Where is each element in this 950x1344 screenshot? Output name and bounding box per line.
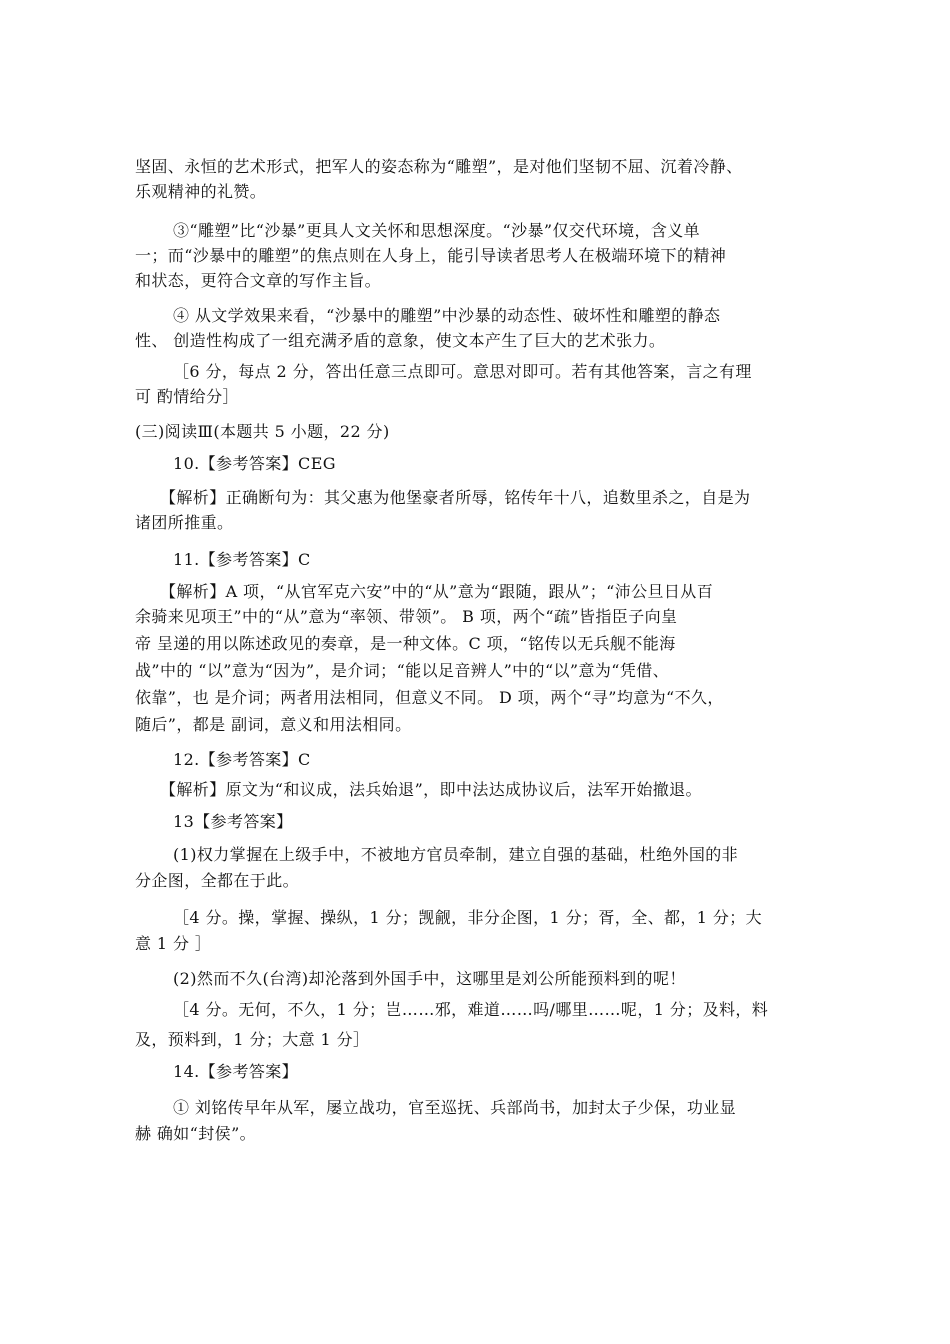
text-line: ③“雕塑”比“沙暴”更具人文关怀和思想深度。“沙暴”仅交代环境，含义单 <box>173 221 701 240</box>
text-line: ［4 分。无何，不久，1 分；岂……邪，难道……吗/哪里……呢，1 分；及料，料 <box>173 1000 769 1019</box>
text-line: 和状态，更符合文章的写作主旨。 <box>135 271 382 290</box>
text-line: 【解析】原文为“和议成，法兵始退”，即中法达成协议后，法军开始撤退。 <box>160 780 702 799</box>
text-line: 赫 确如“封侯”。 <box>135 1124 257 1143</box>
text-line: 帝 呈递的用以陈述政见的奏章，是一种文体。C 项，“铭传以无兵舰不能海 <box>135 634 676 653</box>
text-line: 战”中的 “以”意为“因为”，是介词；“能以足音辨人”中的“以”意为“凭借、 <box>135 661 670 680</box>
text-line: 诸团所推重。 <box>135 513 234 532</box>
text-line: ［6 分，每点 2 分，答出任意三点即可。意思对即可。若有其他答案，言之有理 <box>173 362 752 381</box>
text-line: 性、 创造性构成了一组充满矛盾的意象，使文本产生了巨大的艺术张力。 <box>135 331 666 350</box>
text-line: 余骑来见项王”中的“从”意为“率领、带领”。 B 项，两个“疏”皆指臣子向皇 <box>135 607 678 626</box>
text-line: ［4 分。操，掌握、操纵，1 分；觊觎，非分企图，1 分；胥，全、都，1 分；大 <box>173 908 763 927</box>
text-line: 【解析】A 项，“从官军克六安”中的“从”意为“跟随，跟从”；“沛公旦日从百 <box>160 582 714 601</box>
text-line: 及，预料到，1 分；大意 1 分］ <box>135 1030 370 1049</box>
text-line: 11.【参考答案】C <box>173 550 311 569</box>
section-heading: (三)阅读Ⅲ(本题共 5 小题，22 分) <box>135 422 390 441</box>
text-line: (1)权力掌握在上级手中，不被地方官员牵制，建立自强的基础，杜绝外国的非 <box>173 845 739 864</box>
text-line: ④ 从文学效果来看，“沙暴中的雕塑”中沙暴的动态性、破坏性和雕塑的静态 <box>173 306 721 325</box>
text-line: 乐观精神的礼赞。 <box>135 182 267 201</box>
text-line: 分企图，全都在于此。 <box>135 871 300 890</box>
text-line: 随后”，都是 副词，意义和用法相同。 <box>135 715 412 734</box>
text-line: 坚固、永恒的艺术形式，把军人的姿态称为“雕塑”，是对他们坚韧不屈、沉着冷静、 <box>135 157 743 176</box>
text-line: 13【参考答案】 <box>173 812 293 831</box>
text-line: 14.【参考答案】 <box>173 1062 299 1081</box>
text-line: 可 酌情给分］ <box>135 387 239 406</box>
text-line: 10.【参考答案】CEG <box>173 454 336 473</box>
text-line: 一；而“沙暴中的雕塑”的焦点则在人身上，能引导读者思考人在极端环境下的精神 <box>135 246 727 265</box>
text-line: 依靠”，也 是介词；两者用法相同，但意义不同。 D 项，两个“寻”均意为“不久， <box>135 688 724 707</box>
text-line: 【解析】正确断句为：其父惠为他堡豪者所辱，铭传年十八，追数里杀之，自是为 <box>160 488 751 507</box>
text-line: (2)然而不久(台湾)却沦落到外国手中，这哪里是刘公所能预料到的呢！ <box>173 969 686 988</box>
text-line: 意 1 分 ］ <box>135 934 212 953</box>
text-line: ① 刘铭传早年从军，屡立战功，官至巡抚、兵部尚书，加封太子少保，功业显 <box>173 1098 737 1117</box>
text-line: 12.【参考答案】C <box>173 750 311 769</box>
